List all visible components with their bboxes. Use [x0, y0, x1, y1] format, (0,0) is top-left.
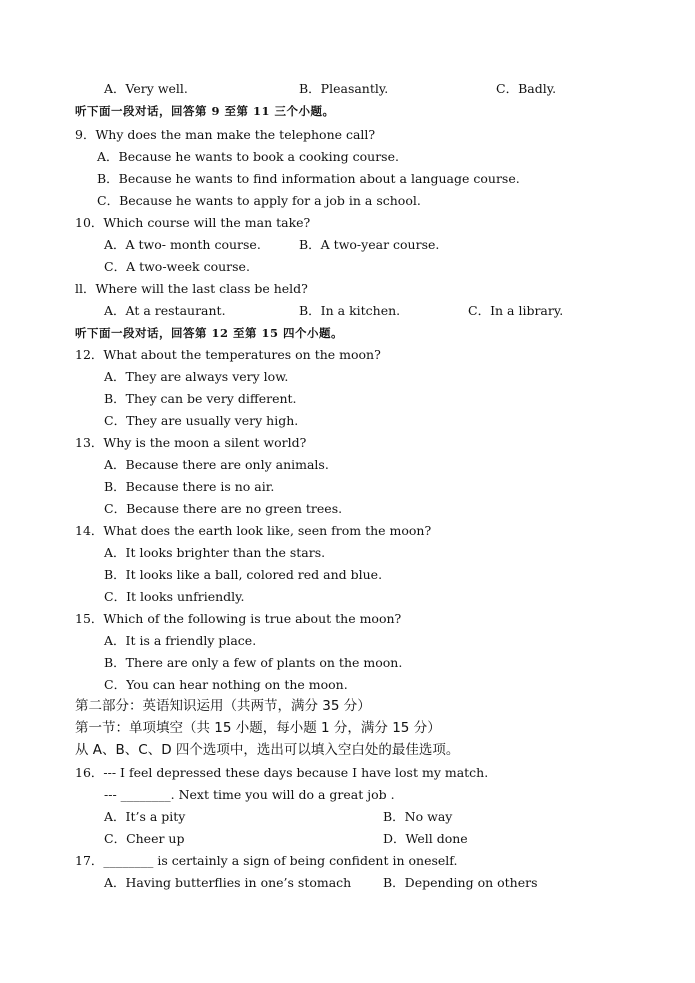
answer-option: B．Depending on others [383, 875, 538, 890]
exam-page: A．Very well. B．Pleasantly. C．Badly. 听下面一段对话，回答第 9 至第 11 三个小题。 9．Why does the man make the telephone call? A．Because he wants to book a cooking course. B．Because he wants to find information about a language course. C．Because he wants to apply for a job in a school. 10．Which course will the man take? A．A two- month course. B．A two-year course. C．A two-week course. ll．Where will the last class be held? A．At a restaurant. B．In a kitchen. C．In a library. 听下面一段对话，回答第 12 至第 15 四个小题。 12．What about the temperatures on the moon? A．They are always very low. B．They can be very different. C．They are usually very high. 13．Why is the moon a silent world? A．Because there are only animals. B．Because there is no air. C．Because there are no green trees. 14．What does the earth look like, seen from the moon? A．It looks brighter than the stars. B．It looks like a ball, colored red and blue. C．It looks unfriendly. 15．Which of the following is true about the moon? A．It is a friendly place. B．There are only a few of plants on the moon. C．You can hear nothing on the moon. 第二部分：英语知识运用（共两节，满分 35 分） 第一节：单项填空（共 15 小题，每小题 1 分，满分 15 分） 从 A、B、C、D 四个选项中，选出可以填入空白处的最佳选项。 16．--- I feel depressed these days because I have lost my match. --- ________. Next time you will do a great job . A．It’s a pity B．No way C．Cheer up D．Well done 17．________ is certainly a sign of being confident in oneself. A．Having butterflies in one’s stomach B．Depending on others [75, 81, 564, 890]
answer-option: C．In a library. [468, 303, 564, 318]
answer-option: B．No way [383, 809, 453, 824]
answer-option: D．Well done [383, 831, 468, 846]
answer-option: A．Having butterflies in one’s stomach [104, 875, 352, 890]
q8-option-a: A．Very well. [104, 81, 188, 96]
answer-option: A．At a restaurant. [104, 303, 226, 318]
answer-option: C．Cheer up [104, 831, 185, 846]
answer-option: B．In a kitchen. [299, 303, 401, 318]
answer-option: B．A two-year course. [299, 237, 440, 252]
q8-option-c: C．Badly. [496, 81, 557, 96]
answer-option: A．A two- month course. [104, 237, 261, 252]
q8-option-b: B．Pleasantly. [299, 81, 389, 96]
answer-option: A．It’s a pity [104, 809, 186, 824]
